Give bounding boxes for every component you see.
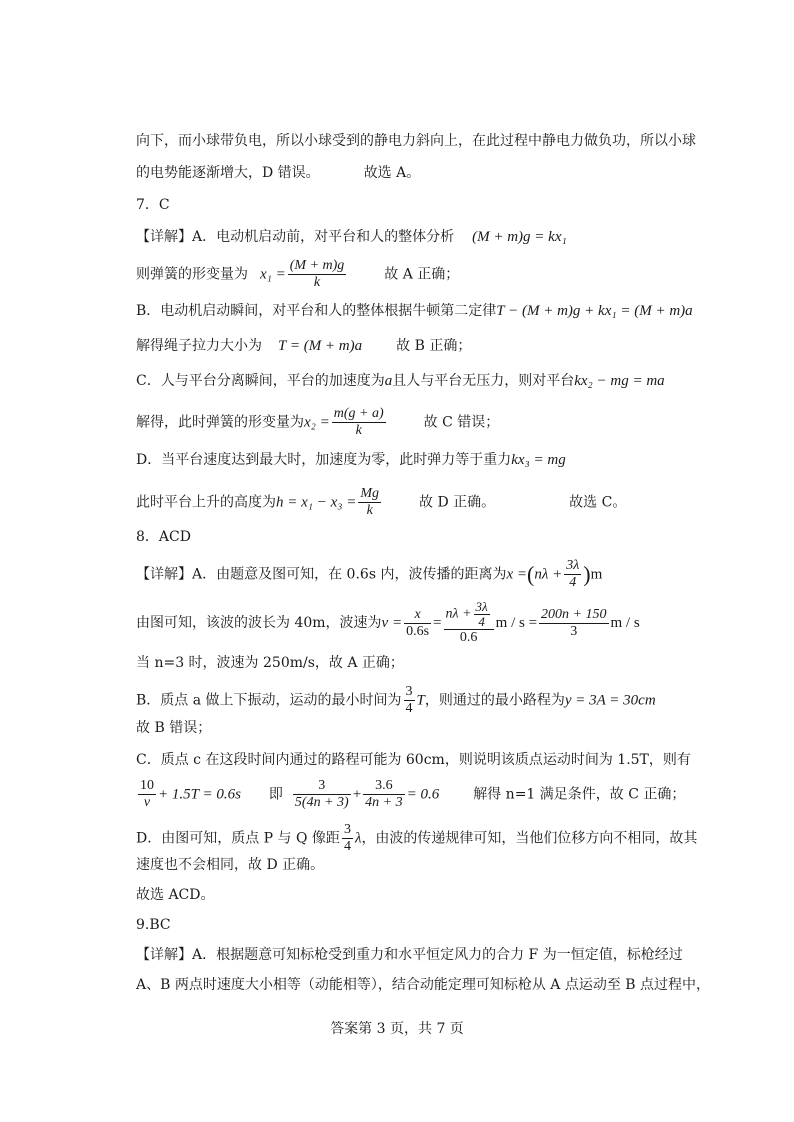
text-segment: 故选 A。	[363, 165, 421, 181]
fraction: $\frac{3.6}{4n + 3}$	[365, 778, 403, 810]
text-line: D．由图可知，质点 P 与 Q 像距 $\frac{3}{4}$ λ，由波的传递规律可知，当他们位移方向不相同，故其	[136, 822, 698, 854]
equation: T = (M + m)a	[278, 338, 363, 354]
equation: kx₃ = mg	[511, 452, 566, 468]
fraction: $\frac{10}{v}$	[140, 778, 154, 810]
equation: (M + m)g = kx₁	[472, 229, 567, 245]
text-segment: 解得 n=1 满足条件，故 C 正确；	[473, 786, 686, 803]
text-segment: 解得，此时弹簧的形变量为	[136, 414, 304, 431]
text-segment: 由图可知，该波的波长为 40m，波速为	[136, 615, 382, 631]
fraction: $\frac{m(g + a)}{k}$	[333, 406, 384, 438]
text-segment: ，则通过的最小路程为	[424, 692, 565, 709]
text-segment: 故 B 正确；	[396, 338, 472, 354]
text-segment: 故 A 正确；	[384, 266, 460, 283]
equation: x =	[506, 566, 527, 583]
equation: x₂ =	[304, 414, 330, 431]
text-segment: D．当平台速度达到最大时，加速度为零，此时弹力等于重力	[136, 452, 512, 468]
text-segment: C．人与平台分离瞬间，平台的加速度为	[136, 373, 385, 389]
text-segment: 故 D 正确。	[419, 494, 496, 511]
text-segment: 【详解】A．由题意及图可知，在 0.6s 内，波传播的距离为	[136, 566, 507, 583]
text-line	[136, 486, 626, 519]
text-line: 速度也不会相同，故 D 正确。	[136, 857, 325, 873]
question-heading: 8．ACD	[136, 529, 191, 545]
text-line: 故 B 错误；	[136, 720, 212, 736]
text-line	[136, 451, 566, 469]
fraction: $\frac{200n + 150}{3}$	[541, 606, 607, 639]
text-line: B．质点 a 做上下振动，运动的最小时间为 $\frac{3}{4}$ T，则通过的最小路程为y = 3A = 30cm	[136, 684, 656, 716]
text-segment: 此时平台上升的高度为	[136, 494, 276, 511]
fraction: $\frac{3\lambda}{4}$	[566, 558, 580, 590]
equation: T − (M + m)g + kx₁ = (M + m)a	[496, 303, 693, 319]
fraction: $\frac{(M + m)g}{k}$	[289, 258, 345, 290]
text-segment: D．由图可知，质点 P 与 Q 像距	[136, 830, 340, 847]
question-heading: 9.BC	[136, 917, 171, 933]
text-segment: B．电动机启动瞬间，对平台和人的整体根据牛顿第二定律	[136, 303, 497, 319]
text-line	[136, 406, 499, 439]
question-heading: 7．C	[136, 197, 170, 213]
text-line	[136, 228, 567, 246]
fraction: $\frac{3}{4}$	[343, 822, 351, 854]
text-segment: 且人与平台无压力，则对平台	[392, 373, 575, 389]
text-line	[136, 372, 665, 390]
text-segment: 解得绳子拉力大小为	[136, 338, 262, 354]
text-line: A、B 两点时速度大小相等（动能相等），结合动能定理可知标枪从 A 点运动至 B 点过程中，	[136, 977, 711, 993]
equation: nλ +	[534, 566, 563, 583]
equation: a	[384, 373, 393, 389]
fraction: $\frac{x}{0.6s}$	[406, 606, 430, 639]
text-segment: 即	[268, 786, 283, 803]
equation: + 1.5T = 0.6s	[158, 786, 241, 803]
equation: kx₂ − mg = ma	[574, 373, 665, 389]
text-line: 向下，而小球带负电，所以小球受到的静电力斜向上，在此过程中静电力做负功，所以小球	[136, 133, 696, 149]
page-footer: 答案第 3 页，共 7 页	[330, 1021, 464, 1037]
text-line	[136, 164, 420, 182]
text-line: 【详解】A．根据题意可知标枪受到重力和水平恒定风力的合力 F 为一恒定值，标枪经过	[136, 947, 683, 963]
text-line: 【详解】A．由题意及图可知，在 0.6s 内，波传播的距离为x =(nλ + $\frac{3\lambda}{4}$ )m	[136, 558, 603, 590]
equation: h = x₁ − x₃ =	[276, 494, 357, 511]
text-segment: 的电势能逐渐增大，D 错误。	[136, 165, 320, 181]
text-line	[136, 258, 459, 291]
unit: m	[590, 566, 603, 583]
equation: v =	[381, 615, 403, 631]
fraction: $\frac{3}{5(4n + 3)}$	[294, 778, 349, 810]
fraction: $\frac{Mg}{k}$	[360, 486, 380, 518]
text-segment: B．质点 a 做上下振动，运动的最小时间为	[136, 692, 402, 709]
text-line: 由图可知，该波的波长为 40m，波速为v = $\frac{x}{0.6s}$ = nλ + $\frac{3\lambda}{4}$ 0.6 m / s = $\frac{200n + 150}{3}$ m / s	[136, 599, 640, 645]
text-segment: 故选 C。	[569, 494, 627, 511]
fraction: nλ + $\frac{3\lambda}{4}$ 0.6	[444, 600, 494, 646]
text-line: $\frac{10}{v}$ + 1.5T = 0.6s 即 $\frac{3}{5(4n + 3)}$ + $\frac{3.6}{4n + 3}$ = 0.6 解得 n=1 满足条件，故 C 正确；	[140, 778, 686, 810]
text-line: 故选 ACD。	[136, 887, 215, 903]
text-segment: ，由波的传递规律可知，当他们位移方向不相同，故其	[361, 830, 698, 847]
fraction: $\frac{3}{4}$	[405, 684, 413, 716]
text-line: C．质点 c 在这段时间内通过的路程可能为 60cm，则说明该质点运动时间为 1.5T，则有	[136, 752, 691, 768]
text-segment: 则弹簧的形变量为	[136, 266, 248, 283]
equation: x₁ =	[260, 266, 286, 283]
text-line	[136, 337, 471, 355]
text-segment: 【详解】A．电动机启动前，对平台和人的整体分析	[136, 229, 455, 245]
text-line	[136, 302, 693, 320]
text-line: 当 n=3 时，波速为 250m/s，故 A 正确；	[136, 655, 404, 671]
equation: y = 3A = 30cm	[564, 692, 656, 709]
text-segment: 故 C 错误；	[423, 414, 500, 431]
